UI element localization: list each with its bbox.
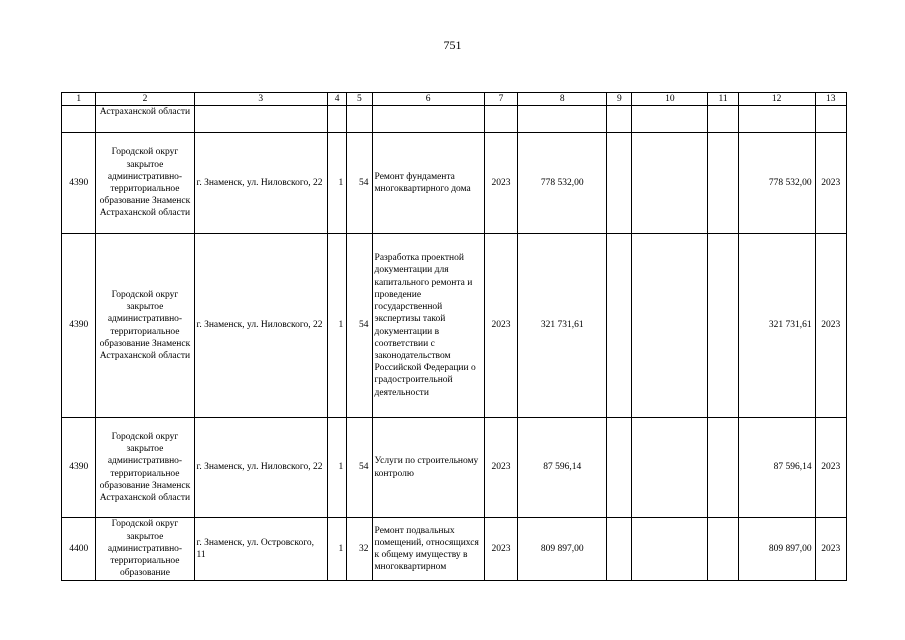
cell-col9 <box>607 133 632 234</box>
cell-col5: 32 <box>347 518 372 581</box>
column-header: 4 <box>328 93 347 106</box>
program-table <box>61 92 847 581</box>
column-header: 12 <box>738 93 815 106</box>
cell-municipality: Городской округ закрытое административно-территориальное образование Знаменск Астраханской области <box>96 418 194 518</box>
cell-col11 <box>708 133 738 234</box>
cell-col9 <box>607 106 632 133</box>
column-header: 3 <box>194 93 328 106</box>
table-row <box>62 234 847 418</box>
page-number: 751 <box>443 38 462 52</box>
table-row <box>62 133 847 234</box>
cell-address: г. Знаменск, ул. Ниловского, 22 <box>194 234 328 418</box>
column-header: 8 <box>518 93 607 106</box>
cell-total: 87 596,14 <box>738 418 815 518</box>
cell-amount <box>518 106 607 133</box>
cell-col13: 2023 <box>815 234 846 418</box>
cell-col13: 2023 <box>815 518 846 581</box>
cell-col11 <box>708 234 738 418</box>
cell-total <box>738 106 815 133</box>
cell-col10 <box>632 106 708 133</box>
column-header: 7 <box>484 93 517 106</box>
cell-year: 2023 <box>484 133 517 234</box>
cell-work: Ремонт подвальных помещений, относящихся к общему имуществу в многоквартирном <box>372 518 484 581</box>
cell-col4 <box>328 106 347 133</box>
cell-col10 <box>632 133 708 234</box>
column-header: 1 <box>62 93 96 106</box>
cell-year: 2023 <box>484 234 517 418</box>
cell-municipality: Городской округ закрытое административно-территориальное образование Знаменск Астраханской области <box>96 234 194 418</box>
cell-address: г. Знаменск, ул. Ниловского, 22 <box>194 418 328 518</box>
cell-col11 <box>708 418 738 518</box>
cell-amount: 87 596,14 <box>518 418 607 518</box>
cell-work: Ремонт фундамента многоквартирного дома <box>372 133 484 234</box>
cell-total: 778 532,00 <box>738 133 815 234</box>
cell-work <box>372 106 484 133</box>
cell-col5: 54 <box>347 234 372 418</box>
cell-address: г. Знаменск, ул. Островского, 11 <box>194 518 328 581</box>
column-header: 11 <box>708 93 738 106</box>
cell-work: Услуги по строительному контролю <box>372 418 484 518</box>
column-header: 2 <box>96 93 194 106</box>
cell-col13 <box>815 106 846 133</box>
table-row <box>62 106 847 133</box>
table-row <box>62 518 847 581</box>
cell-year <box>484 106 517 133</box>
cell-col10 <box>632 234 708 418</box>
cell-work: Разработка проектной документации для капитального ремонта и проведение государственной экспертизы такой документации в соответствии с законодательством Российской Федерации о градостроительной деятельности <box>372 234 484 418</box>
cell-col9 <box>607 234 632 418</box>
column-header: 9 <box>607 93 632 106</box>
cell-amount: 321 731,61 <box>518 234 607 418</box>
cell-col11 <box>708 106 738 133</box>
cell-col5: 54 <box>347 418 372 518</box>
column-header: 6 <box>372 93 484 106</box>
cell-municipality: Астраханской области <box>96 106 194 133</box>
table-row <box>62 418 847 518</box>
cell-address: г. Знаменск, ул. Ниловского, 22 <box>194 133 328 234</box>
cell-col4: 1 <box>328 234 347 418</box>
cell-address <box>194 106 328 133</box>
cell-id: 4390 <box>62 234 96 418</box>
cell-id <box>62 106 96 133</box>
cell-col5: 54 <box>347 133 372 234</box>
cell-amount: 778 532,00 <box>518 133 607 234</box>
cell-year: 2023 <box>484 418 517 518</box>
cell-col5 <box>347 106 372 133</box>
cell-col13: 2023 <box>815 418 846 518</box>
cell-amount: 809 897,00 <box>518 518 607 581</box>
column-header: 5 <box>347 93 372 106</box>
column-number-row <box>62 93 847 106</box>
cell-total: 321 731,61 <box>738 234 815 418</box>
cell-col4: 1 <box>328 133 347 234</box>
cell-col9 <box>607 418 632 518</box>
column-header: 13 <box>815 93 846 106</box>
cell-col13: 2023 <box>815 133 846 234</box>
cell-id: 4400 <box>62 518 96 581</box>
cell-municipality: Городской округ закрытое административно-территориальное образование Знаменск Астраханской области <box>96 133 194 234</box>
cell-col11 <box>708 518 738 581</box>
cell-col9 <box>607 518 632 581</box>
column-header: 10 <box>632 93 708 106</box>
cell-id: 4390 <box>62 418 96 518</box>
cell-col10 <box>632 518 708 581</box>
cell-id: 4390 <box>62 133 96 234</box>
cell-col10 <box>632 418 708 518</box>
cell-municipality: Городской округ закрытое административно-территориальное образование <box>96 518 194 581</box>
cell-col4: 1 <box>328 518 347 581</box>
cell-total: 809 897,00 <box>738 518 815 581</box>
cell-year: 2023 <box>484 518 517 581</box>
cell-col4: 1 <box>328 418 347 518</box>
